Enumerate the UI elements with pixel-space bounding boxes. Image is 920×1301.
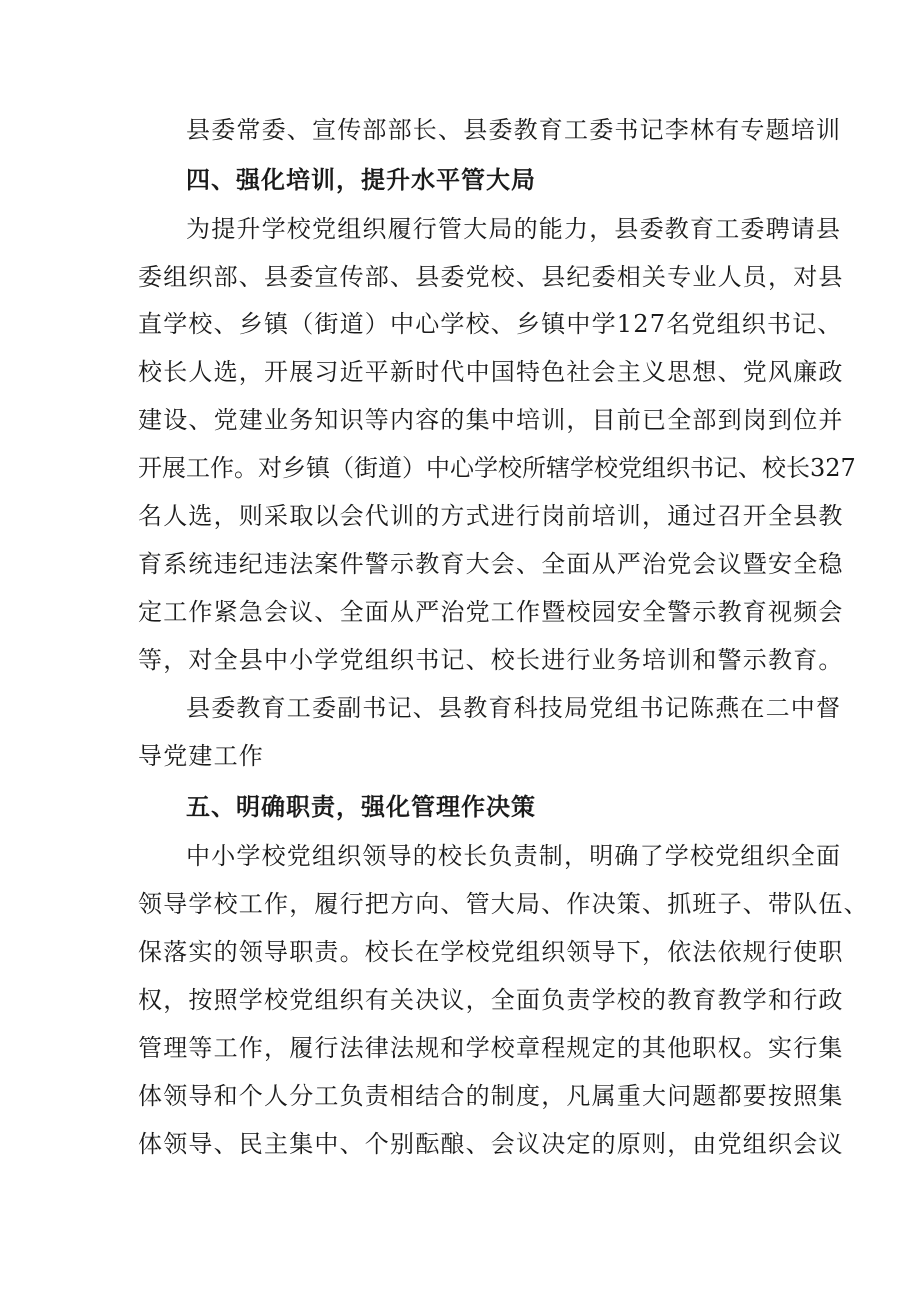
section-4-paragraph-line: 等，对全县中小学党组织书记、校长进行业务培训和警示教育。 — [138, 646, 844, 674]
section-4-paragraph-line: 建设、党建业务知识等内容的集中培训，目前已全部到岗到位并 — [138, 406, 844, 434]
photo-caption-2-line: 县委教育工委副书记、县教育科技局党组书记陈燕在二中督 — [186, 694, 842, 722]
section-4-paragraph-line: 定工作紧急会议、全面从严治党工作暨校园安全警示教育视频会 — [138, 598, 844, 626]
section-4-paragraph-line: 校长人选，开展习近平新时代中国特色社会主义思想、党风廉政 — [138, 358, 844, 386]
section-4-paragraph-line: 育系统违纪违法案件警示教育大会、全面从严治党会议暨安全稳 — [138, 550, 844, 578]
section-4-heading: 四、强化培训，提升水平管大局 — [186, 166, 536, 194]
section-4-paragraph-line: 名人选，则采取以会代训的方式进行岗前培训，通过召开全县教 — [138, 502, 844, 530]
section-4-paragraph-line: 为提升学校党组织履行管大局的能力，县委教育工委聘请县 — [186, 215, 842, 243]
section-5-paragraph-line: 领导学校工作，履行把方向、管大局、作决策、抓班子、带队伍、 — [138, 890, 869, 918]
photo-caption-1: 县委常委、宣传部部长、县委教育工委书记李林有专题培训 — [186, 116, 842, 144]
section-5-paragraph-line: 保落实的领导职责。校长在学校党组织领导下，依法依规行使职 — [138, 938, 844, 966]
section-4-paragraph-line: 委组织部、县委宣传部、县委党校、县纪委相关专业人员，对县 — [138, 263, 844, 291]
section-4-paragraph-line: 开展工作。对乡镇（街道）中心学校所辖学校党组织书记、校长327 — [138, 454, 856, 482]
section-5-paragraph-line: 体领导、民主集中、个别酝酿、会议决定的原则，由党组织会议 — [138, 1130, 844, 1158]
section-5-paragraph-line: 中小学校党组织领导的校长负责制，明确了学校党组织全面 — [186, 842, 842, 870]
section-5-paragraph-line: 权，按照学校党组织有关决议，全面负责学校的教育教学和行政 — [138, 986, 844, 1014]
section-5-paragraph-line: 管理等工作，履行法律法规和学校章程规定的其他职权。实行集 — [138, 1034, 844, 1062]
section-5-heading: 五、明确职责，强化管理作决策 — [186, 793, 536, 821]
photo-caption-2-line: 导党建工作 — [138, 742, 264, 770]
section-5-paragraph-line: 体领导和个人分工负责相结合的制度，凡属重大问题都要按照集 — [138, 1082, 844, 1110]
section-4-paragraph-line: 直学校、乡镇（街道）中心学校、乡镇中学127名党组织书记、 — [138, 310, 843, 338]
